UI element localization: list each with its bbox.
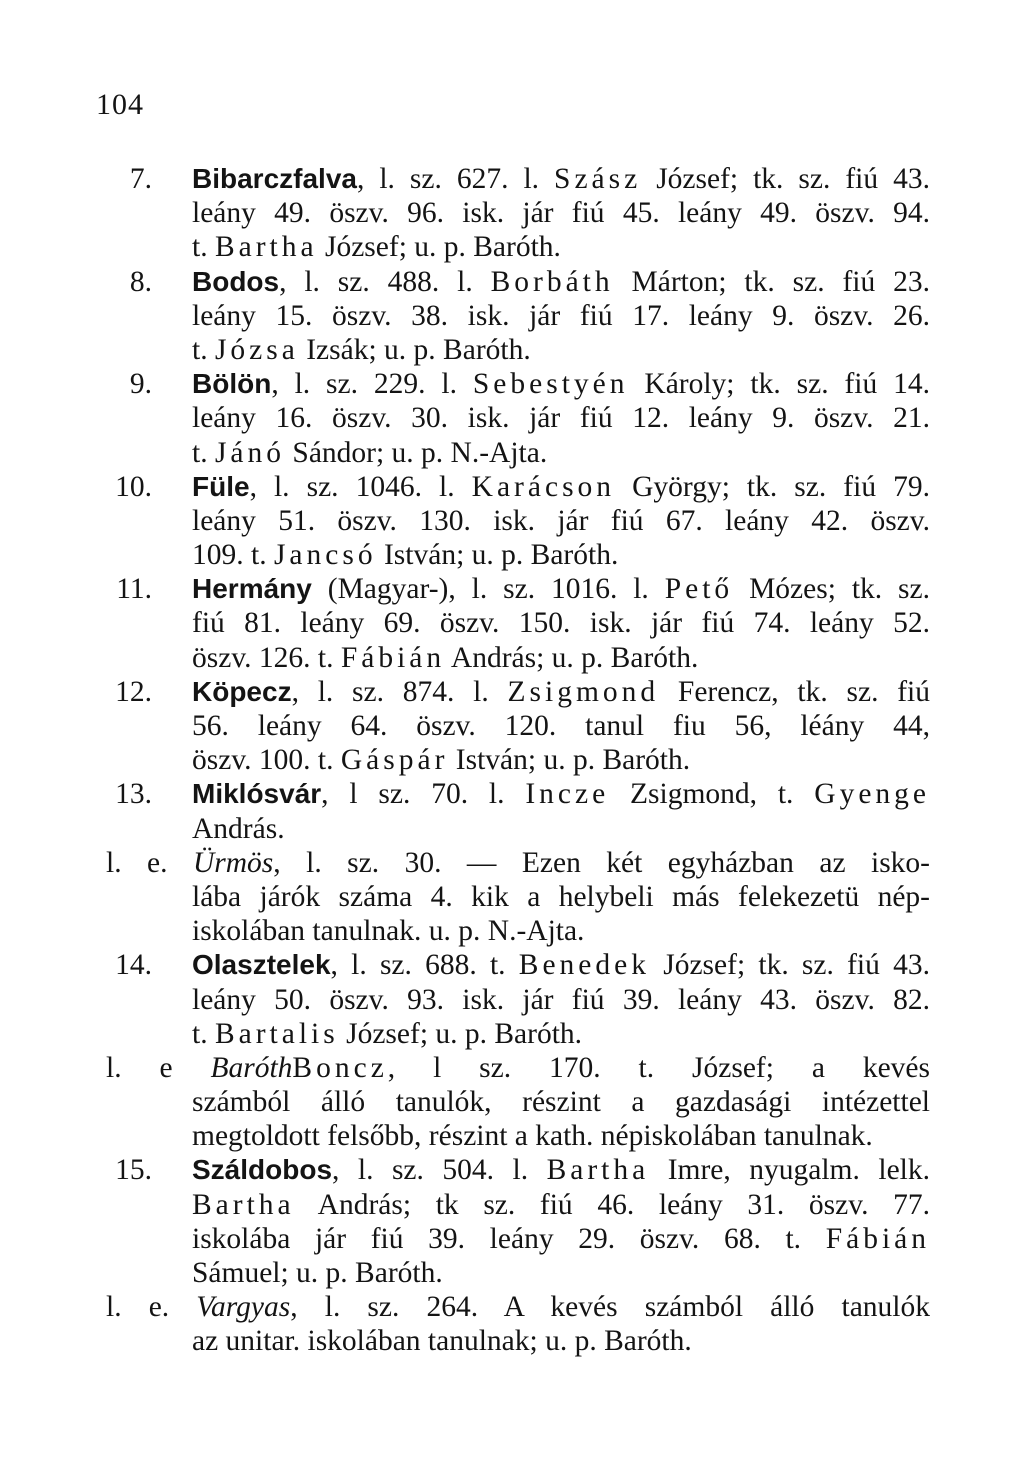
entry bbox=[100, 1153, 930, 1290]
entry-number: 8. bbox=[129, 265, 152, 298]
line-text: iskolába jár fiú 39. leány 29. öszv. 68. t. bbox=[192, 1222, 826, 1255]
line-text: József; tk. sz. fiú 43. bbox=[641, 163, 930, 195]
line-text: leány 51. öszv. 130. isk. jár fiú 67. leány 42. öszv. bbox=[192, 504, 930, 537]
text-line bbox=[192, 1188, 930, 1222]
line-text: számból álló tanulók, részint a gazdasági intézettel bbox=[192, 1086, 930, 1119]
line-text: leány 16. öszv. 30. isk. jár fiú 12. leány 9. öszv. 21. bbox=[192, 402, 930, 435]
entry-number: 9. bbox=[129, 368, 152, 401]
spaced-name: Jánó bbox=[214, 436, 286, 469]
spaced-name: Incze bbox=[525, 778, 610, 811]
text-line bbox=[192, 1324, 930, 1358]
text-line bbox=[192, 880, 930, 914]
line-text: iskolában tanulnak. u. p. N.-Ajta. bbox=[192, 915, 585, 948]
line-text: leány 15. öszv. 38. isk. jár fiú 17. leány 9. öszv. 26. bbox=[192, 299, 930, 332]
text-line bbox=[192, 675, 930, 709]
line-text: Izsák; u. p. Baróth. bbox=[298, 333, 531, 366]
line-text: , l. sz. 229. l. bbox=[271, 368, 473, 401]
spaced-name: Benedek bbox=[518, 949, 650, 982]
line-text: , l. sz. 30. — Ezen két egyházban az isko- bbox=[273, 846, 931, 879]
line-text: leány 49. öszv. 96. isk. jár fiú 45. leány 49. öszv. 94. bbox=[192, 197, 930, 230]
text-line bbox=[106, 846, 930, 880]
entry bbox=[100, 675, 930, 778]
spaced-name: Gyenge bbox=[814, 778, 931, 811]
line-text: József; tk. sz. fiú 43. bbox=[650, 949, 930, 982]
spaced-name: Bartha bbox=[546, 1154, 650, 1187]
text-line bbox=[192, 812, 930, 846]
spaced-name: Bartalis bbox=[214, 1017, 339, 1050]
line-text: t. bbox=[192, 231, 215, 264]
text-line bbox=[192, 401, 930, 435]
spaced-name: Gáspár bbox=[340, 744, 449, 777]
spaced-name: Szász bbox=[554, 163, 642, 195]
entry bbox=[100, 948, 930, 1051]
text-line bbox=[192, 914, 930, 948]
line-text: , l. sz. 264. A kevés számból álló tanulók bbox=[290, 1291, 930, 1324]
text-line bbox=[106, 1051, 930, 1085]
spaced-name: Boncz bbox=[292, 1051, 388, 1084]
text-line bbox=[106, 1290, 930, 1324]
line-text: , l. sz. 627. l. bbox=[356, 163, 555, 195]
place-name: Olasztelek bbox=[192, 949, 331, 981]
text-line bbox=[192, 367, 930, 401]
line-text: lába járók száma 4. kik a helybeli más felekezetü nép- bbox=[192, 880, 930, 913]
text-line bbox=[192, 1119, 930, 1153]
text-line bbox=[192, 470, 930, 504]
line-text: , l. sz. 874. l. bbox=[291, 675, 508, 708]
italic-place: Vargyas bbox=[196, 1291, 291, 1324]
place-name: Száldobos bbox=[192, 1154, 333, 1186]
text-line bbox=[192, 1017, 930, 1051]
line-text: , l. sz. 488. l. bbox=[279, 265, 491, 298]
line-text: l. e. bbox=[106, 846, 193, 879]
line-text: megtoldott felsőbb, részint a kath. népiskolában tanulnak. bbox=[192, 1120, 873, 1153]
page-number: 104 bbox=[96, 88, 144, 121]
text-line bbox=[192, 1153, 930, 1187]
text-line bbox=[192, 162, 930, 196]
italic-place: Ürmös bbox=[192, 846, 274, 879]
entry bbox=[100, 265, 930, 368]
text-line bbox=[192, 196, 930, 230]
line-text: fiú 81. leány 69. öszv. 150. isk. jár fiú 74. leány 52. bbox=[192, 607, 930, 640]
line-text: , l sz. 170. t. bbox=[387, 1051, 693, 1084]
entry-subnote bbox=[100, 1051, 930, 1154]
line-text: t. bbox=[192, 333, 215, 366]
entry-number: 7. bbox=[129, 163, 152, 195]
entry-number: 15. bbox=[115, 1154, 152, 1187]
place-name: Bölön bbox=[192, 368, 272, 400]
line-text: József; u. p. Baróth. bbox=[317, 231, 561, 264]
line-text: , l sz. 70. l. bbox=[321, 778, 526, 811]
spaced-name: Jancsó bbox=[273, 539, 377, 572]
entry-list bbox=[100, 162, 930, 1359]
text-line bbox=[192, 333, 930, 367]
line-text: Márton; tk. sz. fiú 23. bbox=[613, 265, 930, 298]
line-text: öszv. 126. t. bbox=[192, 641, 341, 674]
place-name: Bibarczfalva bbox=[192, 163, 357, 194]
entry bbox=[100, 470, 930, 573]
spaced-name: Karácson bbox=[471, 470, 616, 503]
spaced-name: Fábián bbox=[825, 1222, 930, 1255]
text-line bbox=[192, 606, 930, 640]
line-text: 109. t. bbox=[192, 539, 274, 572]
line-text: Mózes; tk. sz. bbox=[733, 573, 930, 606]
text-line bbox=[192, 572, 930, 606]
line-text: Imre, nyugalm. lelk. bbox=[649, 1154, 930, 1187]
line-text: Zsigmond, t. bbox=[609, 778, 815, 811]
italic-place: Baróth bbox=[210, 1051, 293, 1084]
spaced-name: Józsa bbox=[214, 333, 299, 366]
line-text: , l. sz. 1046. l. bbox=[249, 470, 472, 503]
text-line bbox=[192, 1085, 930, 1119]
entry bbox=[100, 162, 930, 265]
text-line bbox=[192, 983, 930, 1017]
spaced-name: Bartha bbox=[214, 231, 318, 264]
spaced-name: Borbáth bbox=[490, 265, 614, 298]
line-text: , l. sz. 688. t. bbox=[330, 949, 519, 982]
spaced-name: Fábián bbox=[340, 641, 446, 674]
entry-number: 14. bbox=[115, 949, 152, 982]
text-line bbox=[192, 641, 930, 675]
text-line bbox=[192, 777, 930, 811]
line-text: István; u. p. Baróth. bbox=[448, 744, 691, 777]
line-text: l. e. bbox=[106, 1291, 197, 1324]
line-text: Sámuel; u. p. Baróth. bbox=[192, 1257, 443, 1289]
line-text: t. bbox=[192, 436, 215, 469]
line-text: , l. sz. 504. l. bbox=[332, 1154, 547, 1187]
text-line bbox=[192, 230, 930, 264]
spaced-name: Sebestyén bbox=[472, 368, 629, 401]
line-text: az unitar. iskolában tanulnak; u. p. Baróth. bbox=[192, 1325, 692, 1358]
entry bbox=[100, 367, 930, 470]
line-text: öszv. 100. t. bbox=[192, 744, 341, 777]
line-text: István; u. p. Baróth. bbox=[376, 539, 619, 572]
spaced-name: Bartha bbox=[192, 1188, 295, 1221]
text-line bbox=[192, 299, 930, 333]
text-line bbox=[192, 709, 930, 743]
spaced-name: Pető bbox=[664, 573, 734, 606]
line-text: 56. leány 64. öszv. 120. tanul fiu 56, léány 44, bbox=[192, 710, 930, 742]
line-text: Ferencz, tk. sz. fiú bbox=[659, 675, 930, 708]
text-line bbox=[192, 504, 930, 538]
entry bbox=[100, 777, 930, 845]
place-name: Bodos bbox=[192, 265, 280, 297]
place-name: Miklósvár bbox=[192, 778, 322, 810]
text-line bbox=[192, 265, 930, 299]
line-text: t. bbox=[192, 1017, 215, 1050]
place-name: Köpecz bbox=[192, 675, 292, 707]
spaced-name: Zsigmond bbox=[507, 675, 660, 708]
line-text: leány 50. öszv. 93. isk. jár fiú 39. leány 43. öszv. 82. bbox=[192, 983, 930, 1016]
line-text: György; tk. sz. fiú 79. bbox=[615, 470, 930, 503]
text-line bbox=[192, 743, 930, 777]
text-line bbox=[192, 948, 930, 982]
line-text: Sándor; u. p. N.-Ajta. bbox=[285, 436, 548, 469]
text-line bbox=[192, 538, 930, 572]
line-text: (Magyar-), l. sz. 1016. l. bbox=[311, 573, 665, 606]
entry bbox=[100, 572, 930, 675]
entry-subnote bbox=[100, 1290, 930, 1358]
entry-number: 10. bbox=[115, 470, 152, 503]
line-text: András. bbox=[192, 812, 285, 845]
text-line bbox=[192, 1222, 930, 1256]
text-line bbox=[192, 436, 930, 470]
line-text: Károly; tk. sz. fiú 14. bbox=[628, 368, 930, 401]
entry-subnote bbox=[100, 846, 930, 949]
place-name: Füle bbox=[192, 470, 250, 502]
entry-number: 11. bbox=[116, 573, 152, 606]
entry-number: 13. bbox=[115, 778, 152, 811]
place-name: Hermány bbox=[192, 573, 312, 605]
line-text: l. e bbox=[106, 1051, 211, 1084]
entry-number: 12. bbox=[115, 675, 152, 708]
line-text: András; u. p. Baróth. bbox=[445, 641, 699, 674]
text-line bbox=[192, 1256, 930, 1290]
line-text: József; u. p. Baróth. bbox=[338, 1017, 583, 1050]
line-text: András; tk sz. fiú 46. leány 31. öszv. 77. bbox=[294, 1188, 930, 1221]
line-text: József; a kevés bbox=[692, 1051, 930, 1084]
